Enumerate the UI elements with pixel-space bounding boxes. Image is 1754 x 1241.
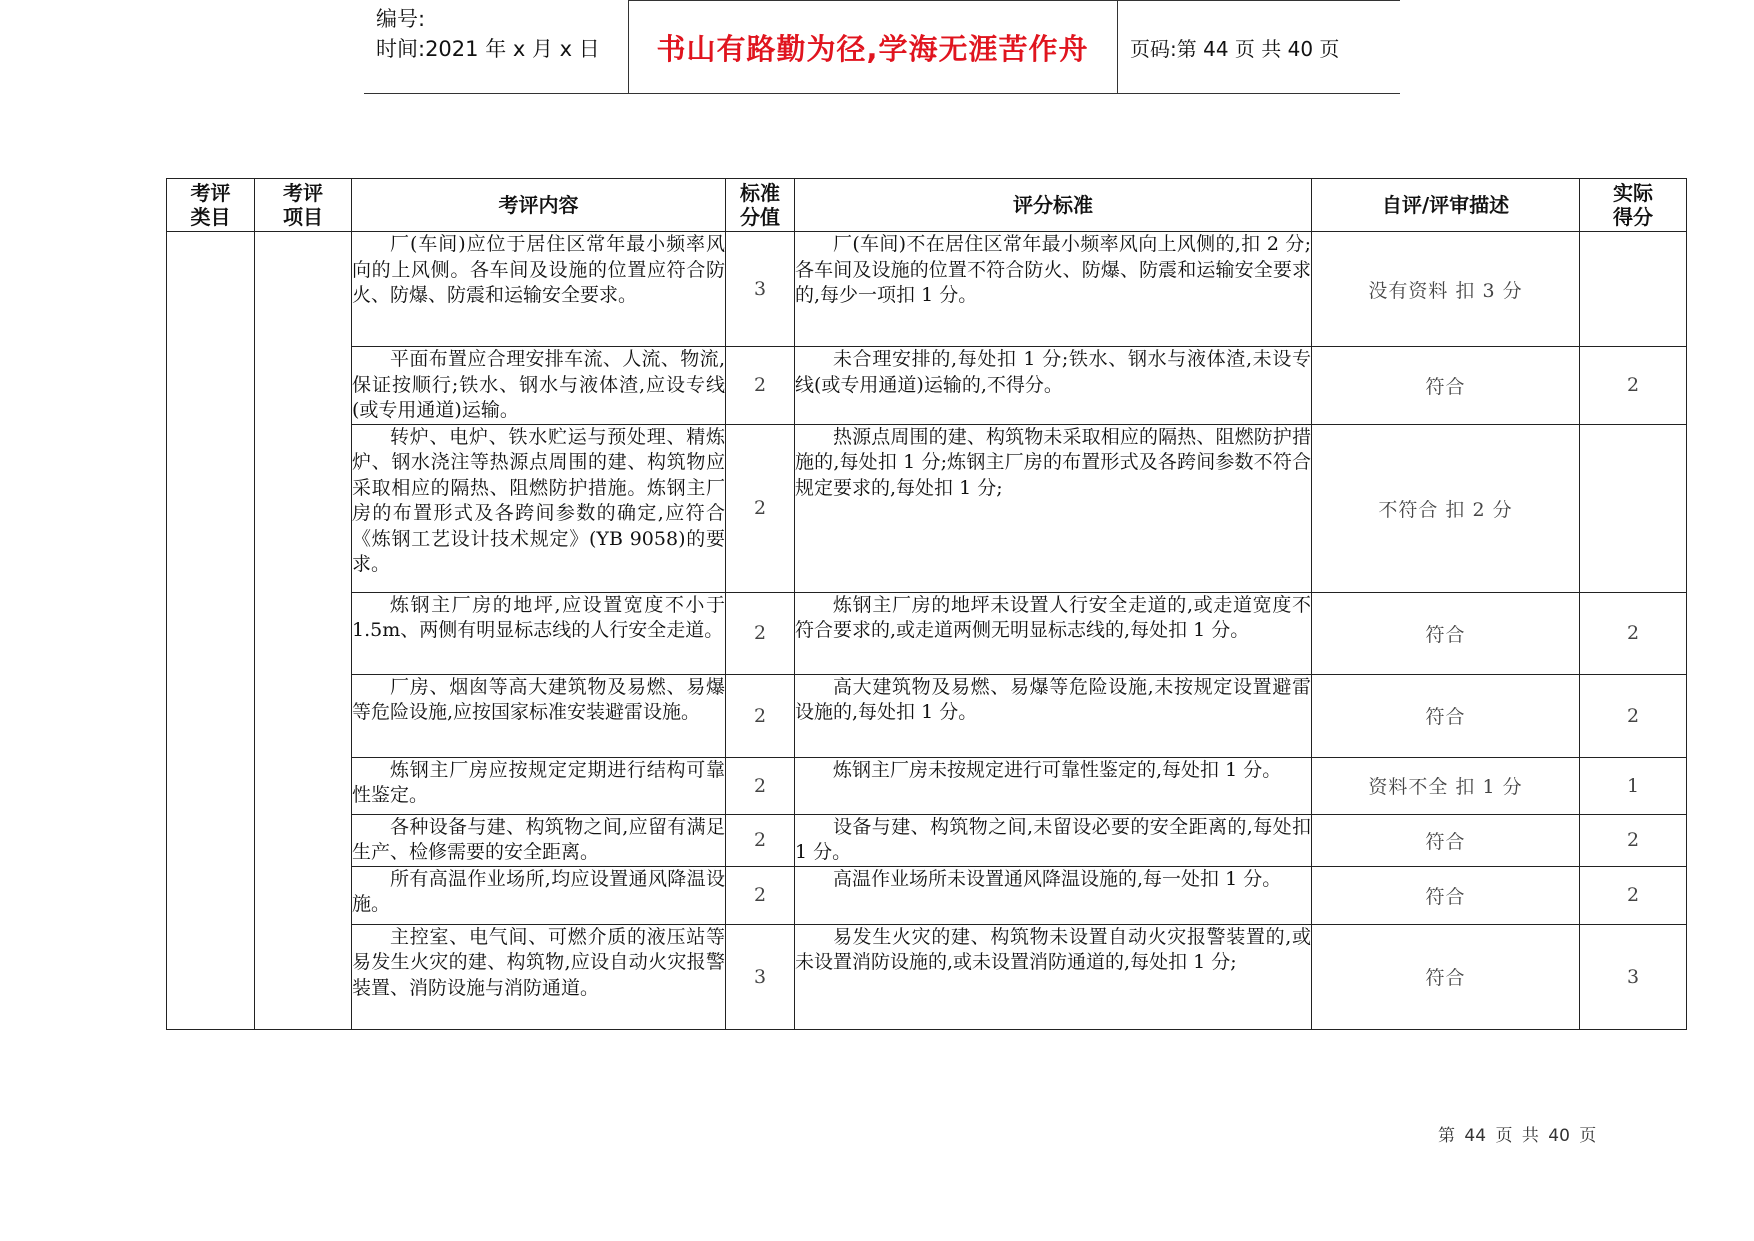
header-item: 考评项目 (255, 179, 352, 232)
standard-score-cell: 3 (726, 232, 795, 347)
header-standard-score: 标准分值 (726, 179, 795, 232)
review-cell: 符合 (1312, 866, 1580, 924)
actual-score-cell (1580, 232, 1687, 347)
evaluation-table (166, 178, 1687, 1030)
standard-score-cell: 2 (726, 674, 795, 757)
criteria-cell: 厂(车间)不在居住区常年最小频率风向上风侧的,扣 2 分;各车间及设施的位置不符合防火、防爆、防震和运输安全要求的,每少一项扣 1 分。 (795, 232, 1312, 347)
criteria-cell: 热源点周围的建、构筑物未采取相应的隔热、阻燃防护措施的,每处扣 1 分;炼钢主厂房的布置形式及各跨间参数不符合规定要求的,每处扣 1 分; (795, 424, 1312, 592)
criteria-cell: 未合理安排的,每处扣 1 分;铁水、钢水与液体渣,未设专线(或专用通道)运输的,不得分。 (795, 347, 1312, 425)
table-row (167, 924, 1687, 1029)
table-row (167, 424, 1687, 592)
standard-score-cell: 2 (726, 592, 795, 674)
table-row (167, 814, 1687, 866)
header-content: 考评内容 (352, 179, 726, 232)
table-row (167, 592, 1687, 674)
header-meta (376, 4, 600, 64)
actual-score-cell: 2 (1580, 347, 1687, 425)
document-header (364, 0, 1400, 94)
header-self-review: 自评/评审描述 (1312, 179, 1580, 232)
criteria-cell: 易发生火灾的建、构筑物未设置自动火灾报警装置的,或未设置消防设施的,或未设置消防通道的,每处扣 1 分; (795, 924, 1312, 1029)
content-cell: 炼钢主厂房应按规定定期进行结构可靠性鉴定。 (352, 757, 726, 814)
content-cell: 主控室、电气间、可燃介质的液压站等易发生火灾的建、构筑物,应设自动火灾报警装置、消防设施与消防通道。 (352, 924, 726, 1029)
content-cell: 厂(车间)应位于居住区常年最小频率风向的上风侧。各车间及设施的位置应符合防火、防爆、防震和运输安全要求。 (352, 232, 726, 347)
review-cell: 符合 (1312, 674, 1580, 757)
header-motto: 书山有路勤为径,学海无涯苦作舟 (656, 31, 1089, 66)
table-row (167, 674, 1687, 757)
standard-score-cell: 3 (726, 924, 795, 1029)
actual-score-cell: 2 (1580, 674, 1687, 757)
actual-score-cell: 3 (1580, 924, 1687, 1029)
item-cell (255, 232, 352, 1030)
actual-score-cell: 2 (1580, 814, 1687, 866)
actual-score-cell: 2 (1580, 592, 1687, 674)
category-cell (167, 232, 255, 1030)
document-time-label: 时间:2021 年 x 月 x 日 (376, 37, 600, 61)
standard-score-cell: 2 (726, 347, 795, 425)
header-criteria: 评分标准 (795, 179, 1312, 232)
content-cell: 平面布置应合理安排车流、人流、物流,保证按顺行;铁水、钢水与液体渣,应设专线(或专用通道)运输。 (352, 347, 726, 425)
criteria-cell: 高大建筑物及易燃、易爆等危险设施,未按规定设置避雷设施的,每处扣 1 分。 (795, 674, 1312, 757)
content-cell: 转炉、电炉、铁水贮运与预处理、精炼炉、钢水浇注等热源点周围的建、构筑物应采取相应的隔热、阻燃防护措施。炼钢主厂房的布置形式及各跨间参数的确定,应符合《炼钢工艺设计技术规定》(YB 9058)的要求。 (352, 424, 726, 592)
criteria-cell: 设备与建、构筑物之间,未留设必要的安全距离的,每处扣 1 分。 (795, 814, 1312, 866)
table-row (167, 347, 1687, 425)
review-cell: 符合 (1312, 347, 1580, 425)
header-page-number: 页码:第 44 页 共 40 页 (1130, 36, 1340, 61)
header-actual-score: 实际得分 (1580, 179, 1687, 232)
standard-score-cell: 2 (726, 866, 795, 924)
header-divider (1117, 0, 1118, 94)
content-cell: 厂房、烟囱等高大建筑物及易燃、易爆等危险设施,应按国家标准安装避雷设施。 (352, 674, 726, 757)
actual-score-cell: 2 (1580, 866, 1687, 924)
table-row (167, 232, 1687, 347)
criteria-cell: 炼钢主厂房未按规定进行可靠性鉴定的,每处扣 1 分。 (795, 757, 1312, 814)
actual-score-cell (1580, 424, 1687, 592)
review-cell: 资料不全 扣 1 分 (1312, 757, 1580, 814)
review-cell: 没有资料 扣 3 分 (1312, 232, 1580, 347)
footer-page-number: 第 44 页 共 40 页 (1438, 1126, 1597, 1146)
review-cell: 不符合 扣 2 分 (1312, 424, 1580, 592)
standard-score-cell: 2 (726, 424, 795, 592)
table-row (167, 757, 1687, 814)
standard-score-cell: 2 (726, 814, 795, 866)
content-cell: 炼钢主厂房的地坪,应设置宽度不小于 1.5m、两侧有明显标志线的人行安全走道。 (352, 592, 726, 674)
table-header-row (167, 179, 1687, 232)
actual-score-cell: 1 (1580, 757, 1687, 814)
criteria-cell: 炼钢主厂房的地坪未设置人行安全走道的,或走道宽度不符合要求的,或走道两侧无明显标志线的,每处扣 1 分。 (795, 592, 1312, 674)
content-cell: 各种设备与建、构筑物之间,应留有满足生产、检修需要的安全距离。 (352, 814, 726, 866)
standard-score-cell: 2 (726, 757, 795, 814)
header-category: 考评类目 (167, 179, 255, 232)
review-cell: 符合 (1312, 924, 1580, 1029)
review-cell: 符合 (1312, 592, 1580, 674)
document-number-label: 编号: (376, 7, 426, 31)
content-cell: 所有高温作业场所,均应设置通风降温设施。 (352, 866, 726, 924)
table-row (167, 866, 1687, 924)
criteria-cell: 高温作业场所未设置通风降温设施的,每一处扣 1 分。 (795, 866, 1312, 924)
review-cell: 符合 (1312, 814, 1580, 866)
